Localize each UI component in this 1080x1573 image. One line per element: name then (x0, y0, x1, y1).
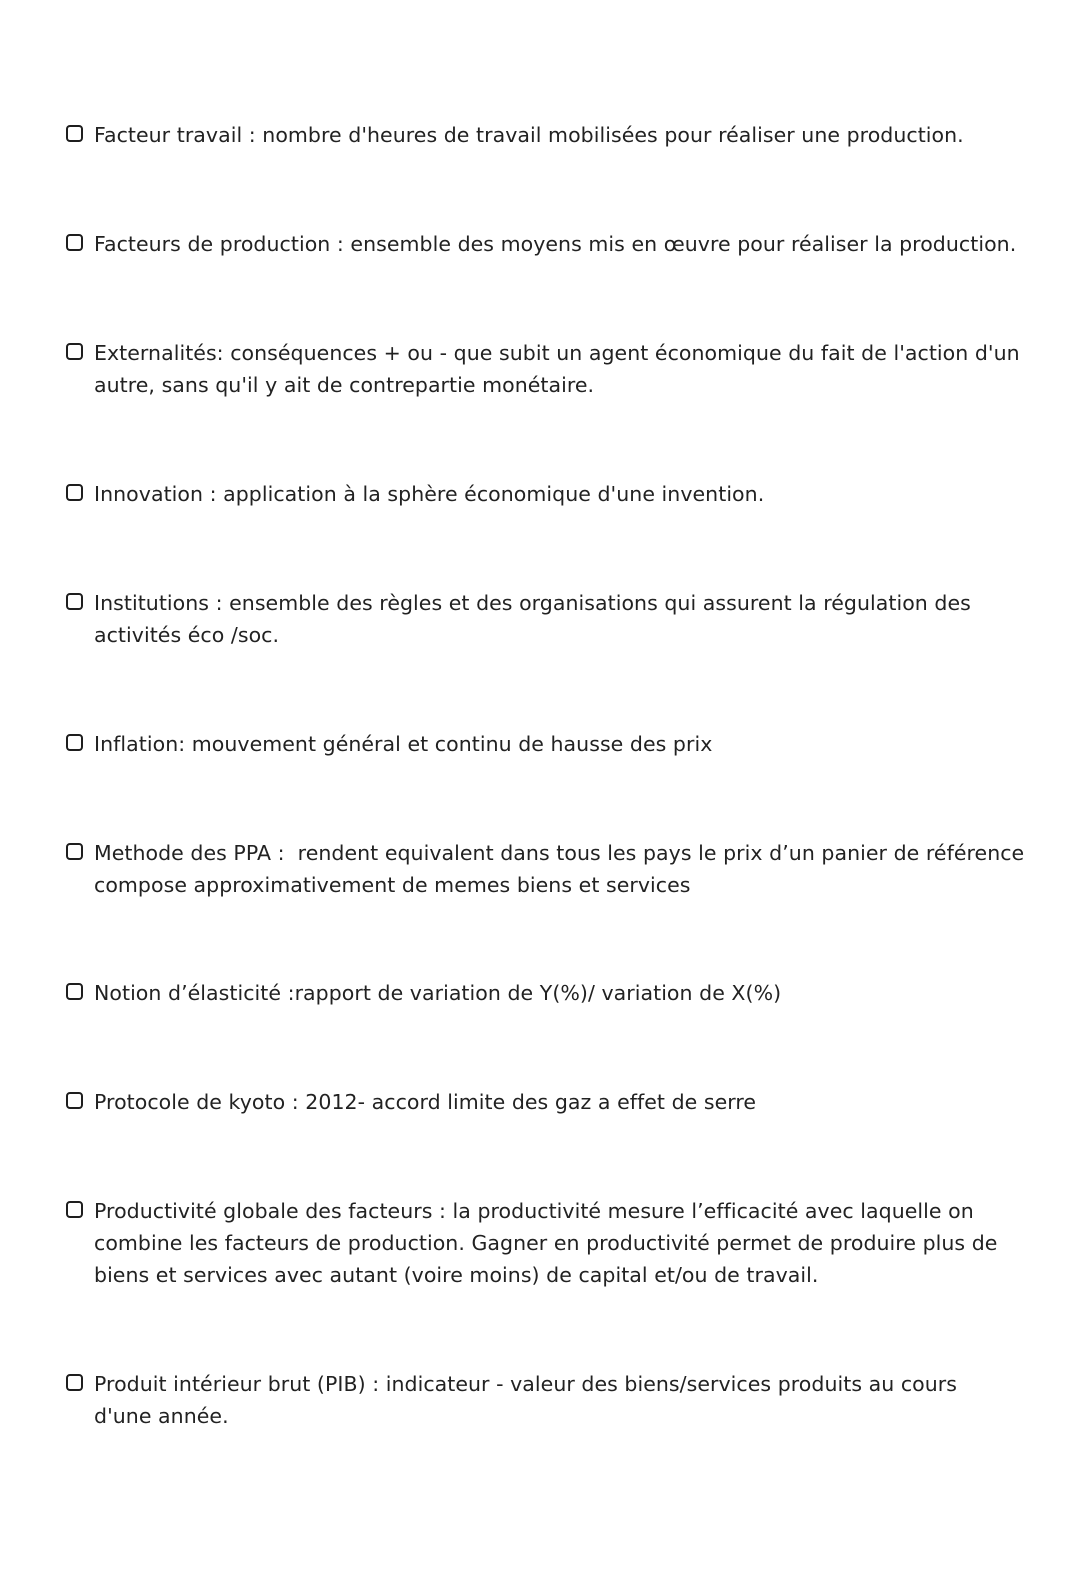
checkbox[interactable] (66, 1092, 83, 1109)
item-text: Innovation : application à la sphère économique d'une invention. (94, 482, 765, 506)
item-text: Methode des PPA : rendent equivalent dans tous les pays le prix d’un panier de référence compose approximativement de memes biens et services (94, 841, 1025, 897)
checkbox[interactable] (66, 125, 83, 142)
list-item (66, 977, 1036, 1009)
checkbox[interactable] (66, 843, 83, 860)
checkbox[interactable] (66, 343, 83, 360)
item-text: Produit intérieur brut (PIB) : indicateur - valeur des biens/services produits au cours d'une année. (94, 1372, 958, 1428)
item-text: Institutions : ensemble des règles et des organisations qui assurent la régulation des activités éco /soc. (94, 591, 971, 647)
checkbox[interactable] (66, 484, 83, 501)
checkbox[interactable] (66, 234, 83, 251)
checkbox[interactable] (66, 593, 83, 610)
item-text: Facteur travail : nombre d'heures de travail mobilisées pour réaliser une production. (94, 123, 964, 147)
checkbox[interactable] (66, 1201, 83, 1218)
list-item (66, 1195, 1036, 1291)
item-text: Productivité globale des facteurs : la productivité mesure l’efficacité avec laquelle on combine les facteurs de production. Gagner en productivité permet de produire plus de biens et services avec autant (voire moins) de capital et/ou de travail. (94, 1199, 998, 1287)
item-text: Notion d’élasticité :rapport de variation de Y(%)/ variation de X(%) (94, 981, 782, 1005)
list-item (66, 1368, 1036, 1432)
checkbox[interactable] (66, 983, 83, 1000)
checkbox[interactable] (66, 734, 83, 751)
item-text: Protocole de kyoto : 2012- accord limite des gaz a effet de serre (94, 1090, 757, 1114)
list-item (66, 587, 1036, 651)
list-item (66, 337, 1036, 401)
item-text: Externalités: conséquences + ou - que subit un agent économique du fait de l'action d'un autre, sans qu'il y ait de contrepartie monétaire. (94, 341, 1020, 397)
list-item (66, 837, 1036, 901)
checkbox[interactable] (66, 1374, 83, 1391)
list-item (66, 119, 1036, 151)
list-item (66, 728, 1036, 760)
item-text: Facteurs de production : ensemble des moyens mis en œuvre pour réaliser la production. (94, 232, 1017, 256)
list-item (66, 478, 1036, 510)
list-item (66, 228, 1036, 260)
list-item (66, 1086, 1036, 1118)
item-text: Inflation: mouvement général et continu de hausse des prix (94, 732, 713, 756)
